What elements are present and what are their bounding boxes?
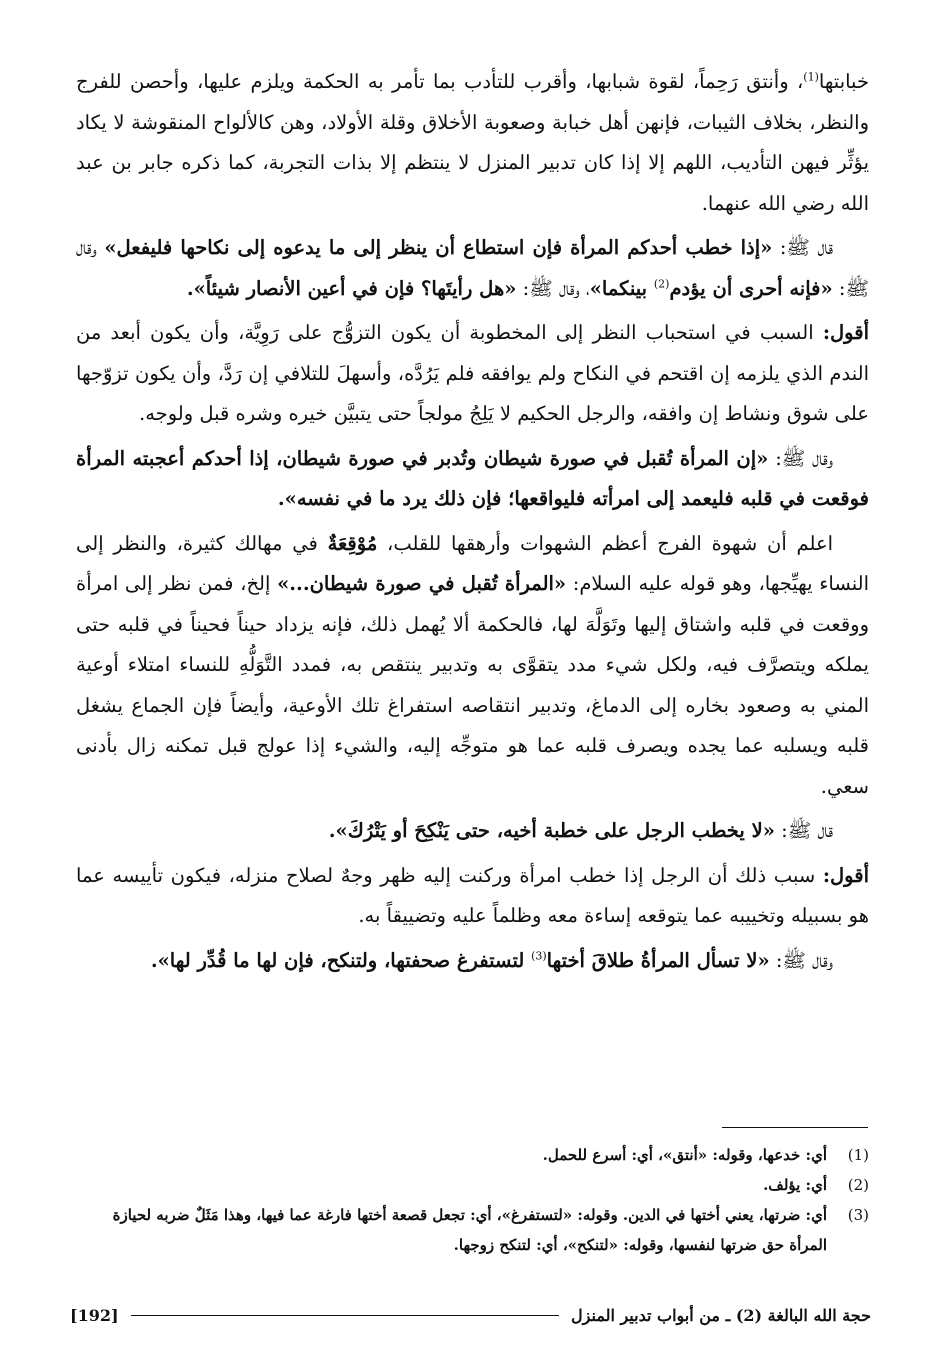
quoted-text: بينكما» (589, 276, 654, 300)
quoted-text: «إن المرأة تُقبل في صورة شيطان وتُدبر في صورة شيطان، إذا أحدكم أعجبته المرأة فوقعت في قلبه فليعمد إلى امرأته فليواقعها؛ فإن ذلك يرد ما في نفسه». (76, 446, 869, 510)
text-run: وقال ﷺ: (768, 446, 833, 470)
page-number: [192] (70, 1305, 119, 1325)
quoted-text: «إذا خطب أحدكم المرأة فإن استطاع أن ينظر إلى ما يدعوه إلى نكاحها فليفعل» (104, 236, 773, 259)
footnote-text: أي: ضرتها، يعني أختها في الدين. وقوله: «لتستفرغ»، أي: تجعل قصعة أختها فارغة عما فيها، وهذا مَثَلٌ ضربه لحيازة المرأة حق ضرتها لنفسها، وقوله: «لتنكح»، أي: لتنكح زوجها. (112, 1206, 827, 1254)
footnote (76, 1200, 869, 1260)
paragraph (76, 62, 869, 224)
footnote-marker: (2) (653, 277, 670, 290)
text-run: خبابتها (818, 70, 869, 93)
text-run: إلخ، فمن نظر إلى امرأة ووقعت في قلبه واشتاق إليها وتَوَلَّهَ لها، فالحكمة ألا يُهمل ذلك، فإنه يزداد حيناً فحيناً في قلبه حتى يملكه ويتصرَّف فيه، ولكل شيء مدد يتقوَّى به وتدبير ينتقص به، فمدد التَّوَلُّهِ للنساء امتلاء أوعية المني به وصعود بخاره إلى الدماغ، وتدبير انتقاصه استفراغ تلك الأوعية، وأيضاً فإن الجماع يشغل قلبه ويسلبه عما يجده ويصرف قلبه عما هو متوجِّه إليه، والشيء إذا عولج قبل تمكنه زال بأدنى سعي. (76, 572, 869, 798)
paragraph (76, 941, 869, 982)
paragraph (76, 811, 869, 852)
page-footer (70, 1300, 871, 1330)
footnote (76, 1140, 869, 1170)
text-run: وقال ﷺ: (769, 948, 833, 972)
footnote-number: (3) (847, 1206, 869, 1224)
footer-rule (131, 1315, 560, 1316)
footnote-text: أي: خدعها، وقوله: «أنتق»، أي: أسرع للحمل. (542, 1146, 827, 1164)
paragraph (76, 524, 869, 808)
text-run: قال ﷺ: (772, 236, 833, 259)
quoted-text: «هل رأيتَها؟ فإن في أعين الأنصار شيئاً». (186, 276, 517, 300)
text-run: ، وقال ﷺ: (516, 276, 590, 300)
footnote-separator (722, 1127, 868, 1128)
text-run: ، وأنتق رَحِماً، لقوة شبابها، وأقرب للتأدب بما تأمر به الحكمة ويلزم عليها، وأحصن للفرج والنظر، بخلاف الثيبات، فإنهن أهل خبابة وصعوبة الأخلاق وقلة الأولاد، وهن كالألواح المنقوشة لا يكاد يؤثِّر فيهن التأديب، اللهم إلا إذا كان تدبير المنزل لا ينتظم إلا بذات التجربة، كما ذكره جابر بن عبد الله رضي الله عنهما. (76, 70, 869, 215)
paragraph (76, 439, 869, 520)
footnote-marker: (1) (803, 70, 819, 84)
footnote-marker: (3) (531, 949, 547, 962)
main-text (76, 62, 869, 981)
paragraph (76, 313, 869, 435)
text-run: اعلم أن شهوة الفرج أعظم الشهوات وأرهقها للقلب، (377, 531, 833, 555)
quoted-text: لتستفرغ صحفتها، ولتنكح، فإن لها ما قُدِّر لها». (150, 948, 532, 972)
quoted-text: «لا يخطب الرجل على خطبة أخيه، حتى يَنْكِحَ أو يَتْرُكَ». (328, 819, 775, 842)
footnotes (76, 1140, 869, 1260)
quoted-text: أقول: (822, 321, 869, 344)
footnote-text: أي: يؤلف. (763, 1176, 827, 1194)
quoted-text: «المرأة تُقبل في صورة شيطان...» (277, 572, 567, 595)
running-title: حجة الله البالغة (2) ـ من أبواب تدبير المنزل (571, 1305, 871, 1325)
quoted-text: مُوْقِعَةٌ (327, 531, 378, 555)
text-run: وقال ﷺ: (76, 236, 869, 300)
text-run: قال ﷺ: (774, 819, 833, 842)
text-run: في مهالك كثيرة، والنظر إلى النساء يهيِّجها، وهو قوله عليه السلام: (76, 531, 869, 595)
footnote-number: (1) (847, 1146, 869, 1164)
text-run: السبب في استحباب النظر إلى المخطوبة أن يكون التزوُّج على رَوِيَّة، وأن يكون أبعد من الندم الذي يلزمه إن اقتحم في النكاح ولم يوافقه فلم يَرُدَّه، وأسهلَ للتلافي إن رَدَّ، وأن يكون تزوّجها على شوق ونشاط إن وافقه، والرجل الحكيم لا يَلِجُ مولجاً حتى يتبيَّن خيره وشره قبل ولوجه. (76, 321, 869, 425)
paragraph (76, 228, 869, 309)
text-run: سبب ذلك أن الرجل إذا خطب امرأة وركنت إليه ظهر وجهٌ لصلاح منزله، فيكون تأييسه عما هو بسبيله وتخييبه عما يتوقعه إساءة معه وظلماً عليه وتضييقاً به. (76, 863, 869, 927)
quoted-text: أقول: (822, 863, 869, 887)
footnote-number: (2) (847, 1176, 869, 1194)
quoted-text: «لا تسأل المرأةُ طلاقَ أختها (546, 948, 770, 972)
footnote (76, 1170, 869, 1200)
paragraph (76, 856, 869, 937)
quoted-text: «فإنه أحرى أن يؤدم (669, 276, 833, 300)
